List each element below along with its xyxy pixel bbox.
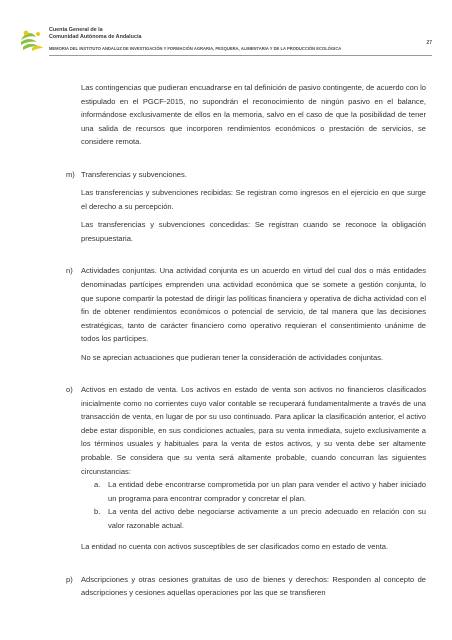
- header-divider: [49, 55, 432, 56]
- junta-andalucia-logo-icon: [18, 28, 44, 52]
- item-text: Activos en estado de venta. Los activos en estado de venta son activos no financieros clasificados inicialmente como no corrientes cuyo valor contable se recuperará fundamentalmente a través de una transacción de venta, en lugar de por su uso continuado. Para aplicar la clasificación anterior, el activo debe estar disponible, en sus condiciones actuales, para su venta inmediata, sujeto exclusivamente a los términos usuales y habituales para la venta de estos activos, y su venta debe ser altamente probable. Se considera que su venta será altamente probable, cuando concurran las siguientes circunstancias:: [81, 385, 426, 476]
- paragraph: Las transferencias y subvenciones concedidas: Se registran cuando se reconoce la obligación presupuestaria.: [81, 220, 426, 243]
- intro-paragraph: Las contingencias que pudieran encuadrarse en tal definición de pasivo contingente, de acuerdo con lo estipulado en el PGCF-2015, no supondrán el reconocimiento de ningún pasivo en el balance, informándose exclusivamente de ellos en la memoria, salvo en el caso de que la posibilidad de tener una salida de recursos que incorporen rendimientos económicos o prestación de servicios, se considere remota.: [81, 83, 426, 147]
- item-marker: o): [66, 385, 73, 395]
- list-item-o: [66, 383, 426, 478]
- memoria-title: MEMORIA DEL INSTITUTO ANDALUZ DE INVESTIGACIÓN Y FORMACIÓN AGRARIA, PESQUERA, ALIMENTARIA Y DE LA PRODUCCIÓN ECOLÓGICA: [49, 46, 342, 51]
- sub-item-text: La venta del activo debe negociarse activamente a un precio adecuado en relación con su valor razonable actual.: [108, 507, 426, 530]
- org-line-1: Cuenta General de la: [49, 27, 103, 33]
- item-heading: Transferencias y subvenciones.: [81, 169, 187, 179]
- list-item-n: [66, 264, 426, 345]
- item-marker: p): [66, 574, 73, 584]
- sub-item-marker: a.: [94, 480, 101, 490]
- document-body: [66, 81, 426, 600]
- item-marker: n): [66, 266, 73, 276]
- item-text: Actividades conjuntas. Una actividad conjunta es un acuerdo en virtud del cual dos o más entidades denominadas partícipes emprenden una actividad económica que se somete a gestión conjunta, lo que supone compartir la potestad de dirigir las políticas financiera y operativa de dicha actividad con el fin de obtener rendimientos económicos o potencial de servicio, de tal manera que las decisiones estratégicas, tanto de carácter financiero como operativo requieran el consentimiento unánime de todos los partícipes.: [81, 266, 426, 344]
- item-marker: m): [66, 169, 75, 179]
- sub-list-item-a: [66, 478, 426, 505]
- sub-item-text: La entidad debe encontrarse comprometida por un plan para vender el activo y haber iniciado un programa para encontrar comprador y concretar el plan.: [108, 480, 426, 503]
- organization-name: [49, 27, 141, 40]
- page-header: [18, 26, 432, 58]
- list-item-m: [66, 168, 426, 182]
- item-text: Adscripciones y otras cesiones gratuitas de uso de bienes y derechos: Responden al concepto de adscripciones y cesiones aquellas operaciones por las que se transfieren: [81, 574, 426, 598]
- paragraph: No se aprecian actuaciones que pudieran tener la consideración de actividades conjuntas.: [81, 352, 384, 362]
- page-number: 27: [426, 40, 432, 46]
- paragraph: La entidad no cuenta con activos susceptibles de ser clasificados como en estado de venta.: [81, 542, 389, 552]
- sub-list-item-b: [66, 505, 426, 532]
- list-item-p: [66, 573, 426, 600]
- sub-item-marker: b.: [94, 507, 101, 517]
- paragraph: Las transferencias y subvenciones recibidas: Se registran como ingresos en el ejercicio en que surge el derecho a su percepción.: [81, 188, 426, 211]
- org-line-2: Comunidad Autónoma de Andalucía: [49, 33, 142, 40]
